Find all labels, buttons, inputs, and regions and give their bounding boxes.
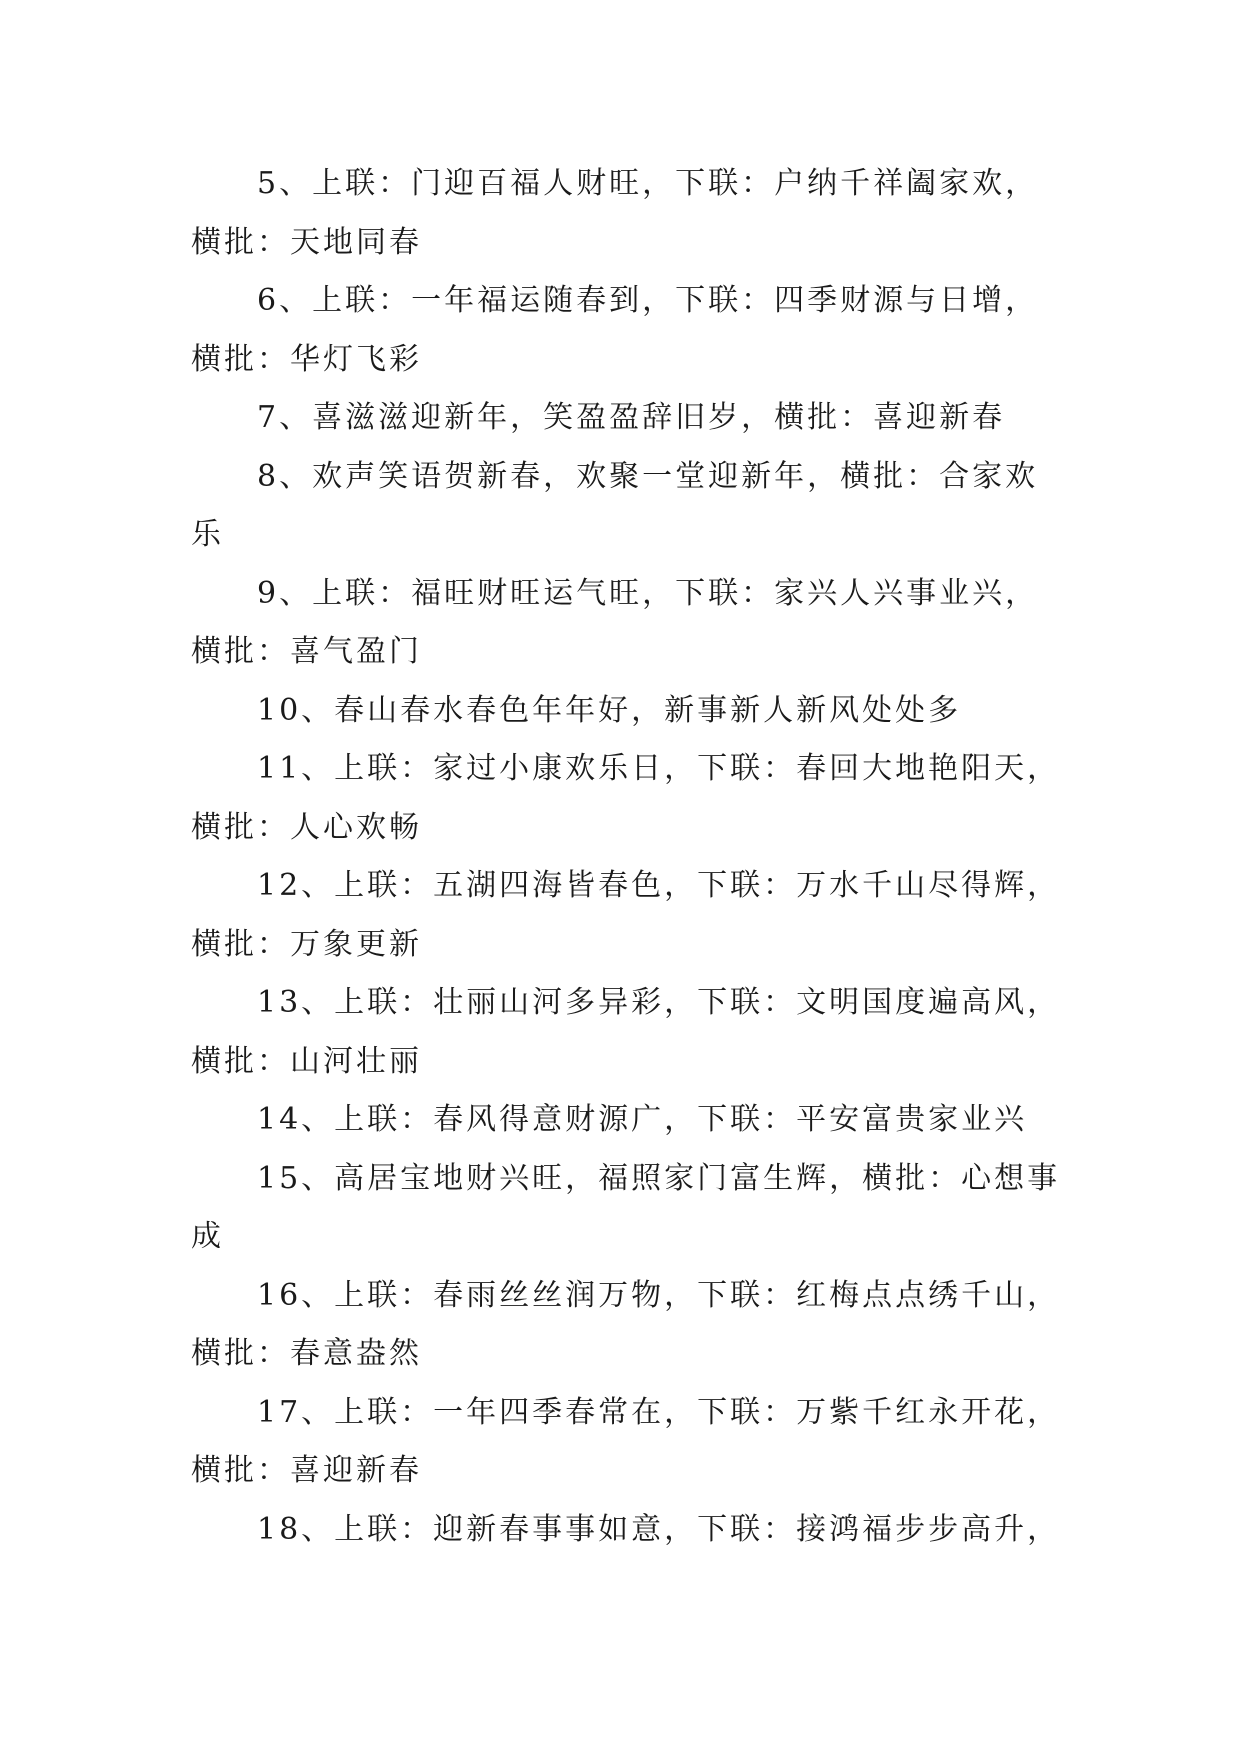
couplet-paragraph-17: 17、上联：一年四季春常在，下联：万紫千红永开花，横批：喜迎新春 xyxy=(191,1394,1061,1488)
couplet-paragraph-6: 6、上联：一年福运随春到，下联：四季财源与日增，横批：华灯飞彩 xyxy=(191,283,1039,377)
couplet-paragraph-7: 7、喜滋滋迎新年，笑盈盈辞旧岁，横批：喜迎新春 xyxy=(257,400,1006,435)
couplet-paragraph-10: 10、春山春水春色年年好，新事新人新风处处多 xyxy=(257,692,962,728)
couplet-paragraph-8: 8、欢声笑语贺新春，欢聚一堂迎新年，横批：合家欢乐 xyxy=(191,458,1039,552)
couplet-paragraph-16: 16、上联：春雨丝丝润万物，下联：红梅点点绣千山，横批：春意盎然 xyxy=(191,1277,1061,1371)
couplet-paragraph-9: 9、上联：福旺财旺运气旺，下联：家兴人兴事业兴，横批：喜气盈门 xyxy=(191,575,1039,669)
couplet-paragraph-18: 18、上联：迎新春事事如意，下联：接鸿福步步高升， xyxy=(257,1511,1061,1547)
couplet-paragraph-12: 12、上联：五湖四海皆春色，下联：万水千山尽得辉，横批：万象更新 xyxy=(191,868,1061,962)
couplet-paragraph-11: 11、上联：家过小康欢乐日，下联：春回大地艳阳天，横批：人心欢畅 xyxy=(191,751,1061,845)
couplet-paragraph-5: 5、上联：门迎百福人财旺，下联：户纳千祥阖家欢，横批：天地同春 xyxy=(191,166,1039,260)
couplet-paragraph-15: 15、高居宝地财兴旺，福照家门富生辉，横批：心想事成 xyxy=(191,1160,1061,1254)
document-body xyxy=(191,155,1071,1559)
couplet-paragraph-13: 13、上联：壮丽山河多异彩，下联：文明国度遍高风，横批：山河壮丽 xyxy=(191,985,1061,1079)
couplet-paragraph-14: 14、上联：春风得意财源广，下联：平安富贵家业兴 xyxy=(257,1102,1028,1137)
